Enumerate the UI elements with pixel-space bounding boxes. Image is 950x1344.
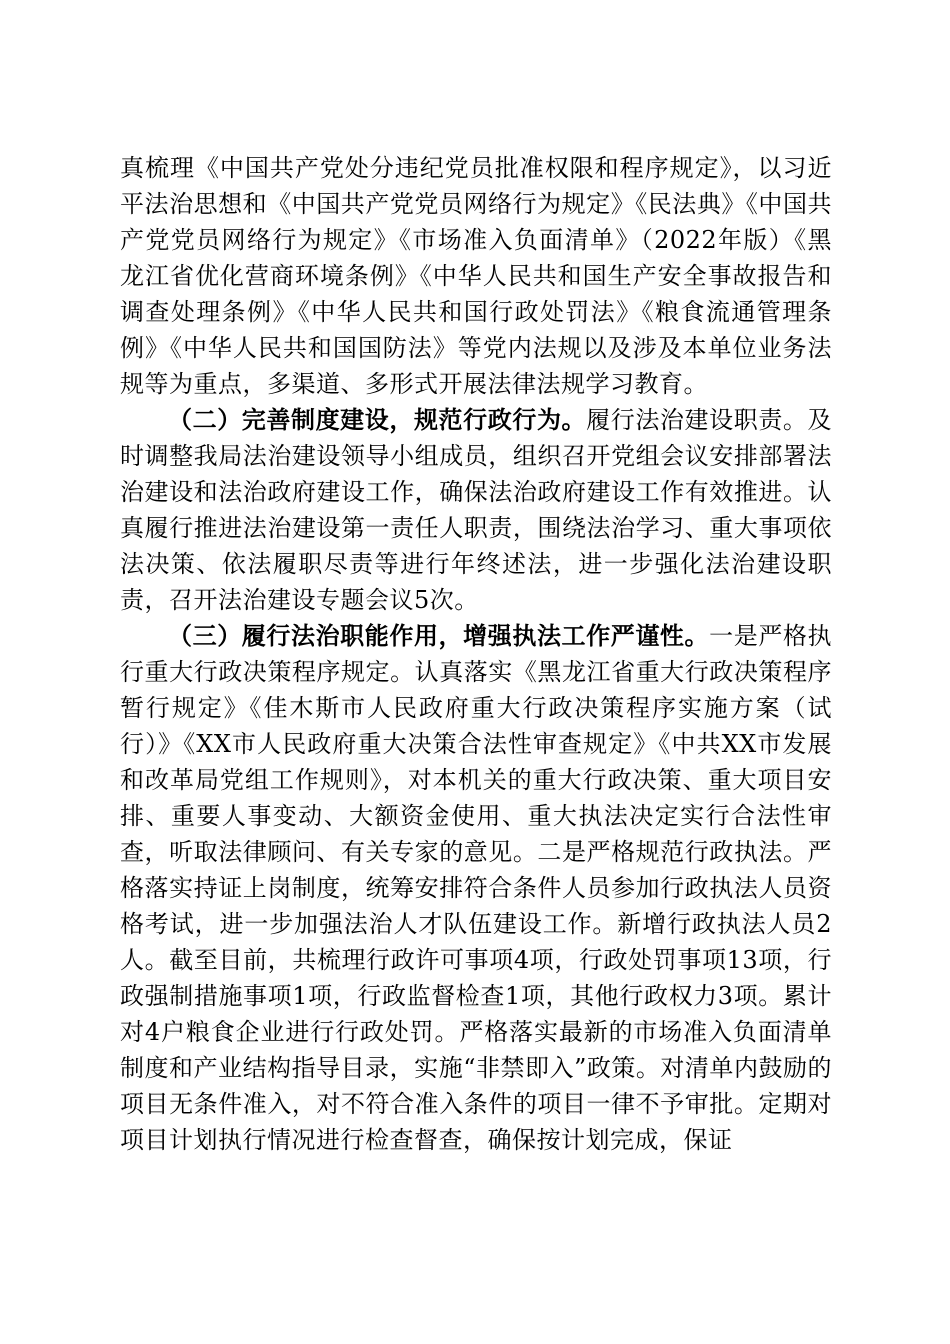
section-heading: （二）完善制度建设，规范行政行为。	[168, 405, 587, 434]
paragraph-text: 履行法治建设职责。及时调整我局法治建设领导小组成员，组织召开党组会议安排部署法治建设和法治政府建设工作，确保法治政府建设工作有效推进。认真履行推进法治建设第一责任人职责，围绕法治学习、重大事项依法决策、依法履职尽责等进行年终述法，进一步强化法治建设职责，召开法治建设专题会议5次。	[120, 406, 833, 614]
paragraph-text: 一是严格执行重大行政决策程序规定。认真落实《黑龙江省重大行政决策程序暂行规定》《佳木斯市人民政府重大行政决策程序实施方案（试行）》《XX市人民政府重大决策合法性审查规定》《中共XX市发展和改革局党组工作规则》，对本机关的重大行政决策、重大项目安排、重要人事变动、大额资金使用、重大执法决定实行合法性审查，听取法律顾问、有关专家的意见。二是严格规范行政执法。严格落实持证上岗制度，统筹安排符合条件人员参加行政执法人员资格考试，进一步加强法治人才队伍建设工作。新增行政执法人员2人。截至目前，共梳理行政许可事项4项，行政处罚事项13项，行政强制措施事项1项，行政监督检查1项，其他行政权力3项。累计对4户粮食企业进行行政处罚。严格落实最新的市场准入负面清单制度和产业结构指导目录，实施“非禁即入”政策。对清单内鼓励的项目无条件准入，对不符合准入条件的项目一律不予审批。定期对项目计划执行情况进行检查督查，确保按计划完成，保证	[120, 622, 833, 1154]
section-heading: （三）履行法治职能作用，增强执法工作严谨性。	[168, 621, 710, 650]
paragraph-text: 真梳理《中国共产党处分违纪党员批准权限和程序规定》，以习近平法治思想和《中国共产党党员网络行为规定》《民法典》《中国共产党党员网络行为规定》《市场准入负面清单》（2022年版）《黑龙江省优化营商环境条例》《中华人民共和国生产安全事故报告和调查处理条例》《中华人民共和国行政处罚法》《粮食流通管理条例》《中华人民共和国国防法》等党内法规以及涉及本单位业务法规等为重点，多渠道、多形式开展法律法规学习教育。	[120, 154, 832, 398]
paragraph-system-building	[120, 402, 832, 618]
paragraph-law-study	[120, 150, 832, 402]
document-body	[120, 150, 832, 1158]
paragraph-law-enforcement	[120, 618, 832, 1158]
